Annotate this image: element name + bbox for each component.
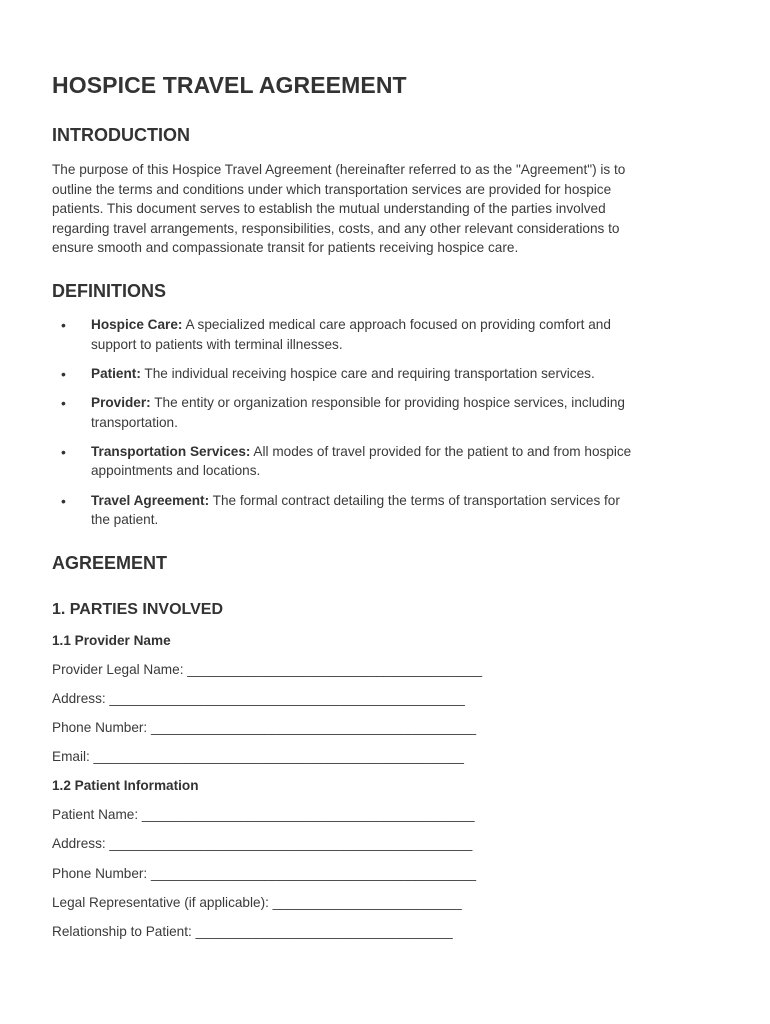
- agreement-heading: AGREEMENT: [52, 553, 168, 573]
- definition-text: the patient.: [91, 512, 159, 528]
- introduction-paragraph: [52, 160, 712, 258]
- definition-term: Transportation Services:: [91, 443, 251, 459]
- provider-email-field[interactable]: Email: _________________________________________________: [52, 749, 464, 764]
- definition-text: The entity or organization responsible for providing hospice services, including: [150, 394, 625, 410]
- document-title: HOSPICE TRAVEL AGREEMENT: [52, 72, 407, 98]
- definition-text: appointments and locations.: [91, 463, 261, 479]
- definition-text: All modes of travel provided for the patient to and from hospice: [250, 443, 632, 459]
- definition-term: Travel Agreement:: [91, 492, 210, 508]
- definition-term: Patient:: [91, 365, 141, 381]
- patient-information-heading: 1.2 Patient Information: [52, 778, 199, 793]
- introduction-line: ensure smooth and compassionate transit for patients receiving hospice care.: [52, 240, 519, 256]
- introduction-line: outline the terms and conditions under which transportation services are provided for hospice: [52, 181, 612, 197]
- bullet-icon: •: [61, 492, 66, 509]
- definitions-heading: DEFINITIONS: [52, 281, 167, 301]
- provider-address-field[interactable]: Address: _______________________________________________: [52, 691, 465, 706]
- introduction-line: patients. This document serves to establish the mutual understanding of the parties involved: [52, 201, 606, 217]
- definition-text: transportation.: [91, 414, 178, 430]
- patient-address-field[interactable]: Address: ________________________________________________: [52, 836, 473, 851]
- definition-text: The formal contract detailing the terms of transportation services for: [209, 492, 620, 508]
- bullet-icon: •: [61, 365, 66, 382]
- definition-item: [52, 315, 722, 354]
- bullet-icon: •: [61, 394, 66, 411]
- definition-item: [52, 393, 722, 432]
- bullet-icon: •: [61, 443, 66, 460]
- introduction-heading: INTRODUCTION: [52, 125, 190, 145]
- definition-term: Hospice Care:: [91, 317, 183, 332]
- legal-representative-field[interactable]: Legal Representative (if applicable): _________________________: [52, 895, 462, 910]
- introduction-line: The purpose of this Hospice Travel Agreement (hereinafter referred to as the "Agreement") is to: [52, 162, 626, 177]
- provider-phone-field[interactable]: Phone Number: ___________________________________________: [52, 720, 477, 735]
- introduction-line: regarding travel arrangements, responsibilities, costs, and any other relevant considerations to: [52, 220, 620, 236]
- definition-text: support to patients with terminal illnesses.: [91, 336, 343, 352]
- patient-name-field[interactable]: Patient Name: ____________________________________________: [52, 807, 475, 822]
- definition-item: [52, 364, 722, 384]
- relationship-field[interactable]: Relationship to Patient: __________________________________: [52, 924, 453, 939]
- definitions-list: [52, 315, 722, 539]
- definition-text: A specialized medical care approach focused on providing comfort and: [182, 317, 611, 332]
- bullet-icon: •: [61, 317, 66, 333]
- definition-item: [52, 442, 722, 481]
- definition-item: [52, 491, 722, 530]
- provider-legal-name-field[interactable]: Provider Legal Name: _______________________________________: [52, 662, 483, 677]
- provider-name-heading: 1.1 Provider Name: [52, 633, 171, 648]
- parties-involved-heading: 1. PARTIES INVOLVED: [52, 601, 223, 618]
- definition-term: Provider:: [91, 394, 151, 410]
- definition-text: The individual receiving hospice care and requiring transportation services.: [140, 365, 595, 381]
- patient-phone-field[interactable]: Phone Number: ___________________________________________: [52, 866, 477, 881]
